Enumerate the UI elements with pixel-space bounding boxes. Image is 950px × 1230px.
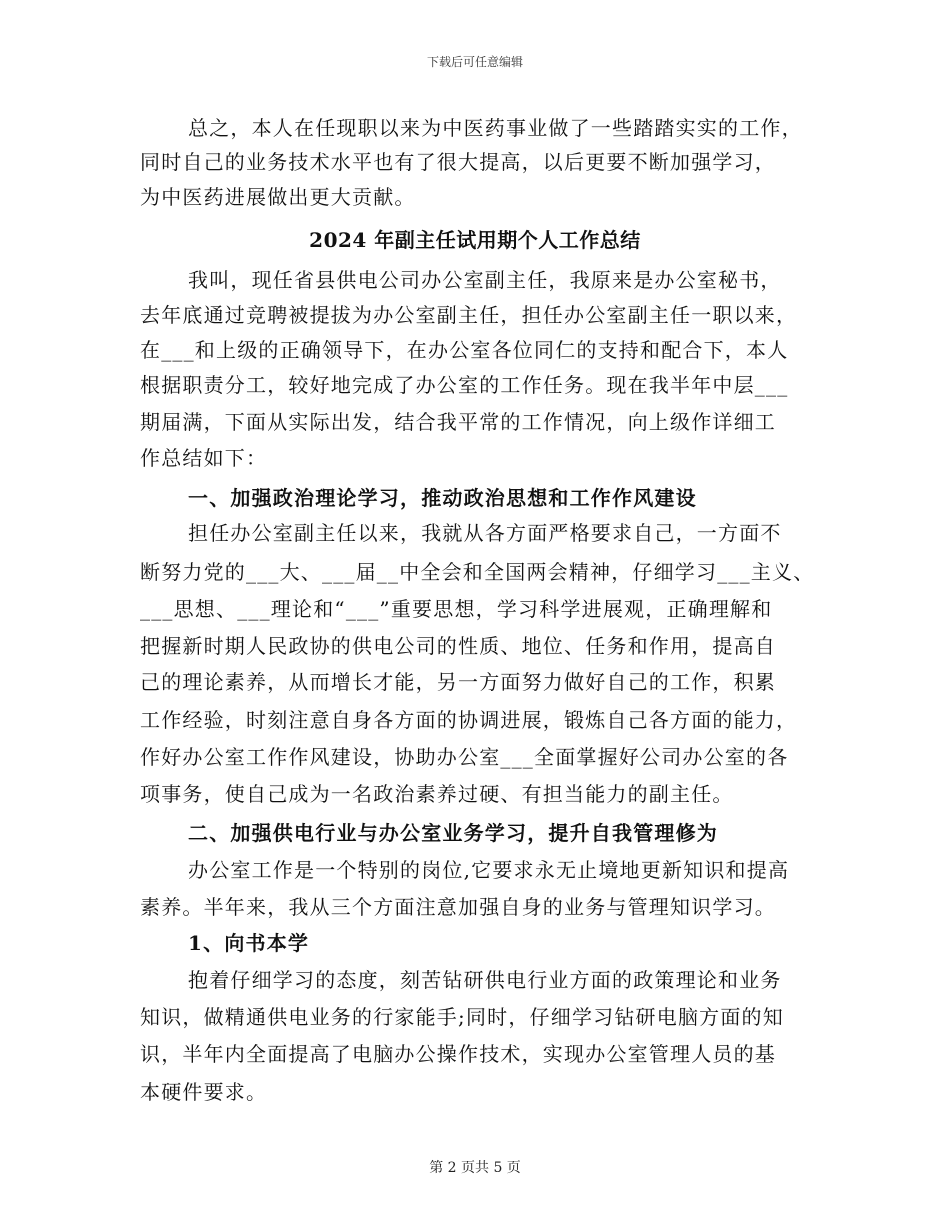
page-header: 下载后可任意编辑 [426, 55, 523, 69]
paragraph-line: 在___和上级的正确领导下，在办公室各位同仁的支持和配合下，本人 [140, 338, 789, 362]
paragraph-line: 己的理论素养，从而增长才能，另一方面努力做好自己的工作，积累 [140, 670, 776, 694]
paragraph-line: 断努力党的___大、___届__中全会和全国两会精神，仔细学习___主义、 [140, 560, 815, 584]
paragraph-line: 作总结如下： [140, 446, 268, 470]
subsection-heading: 1、向书本学 [188, 931, 310, 955]
paragraph-line: 期届满，下面从实际出发，结合我平常的工作情况，向上级作详细工 [140, 410, 776, 434]
paragraph-line: 同时自己的业务技术水平也有了很大提高，以后更要不断加强学习， [140, 150, 776, 174]
paragraph-line: ___思想、___理论和“___”重要思想，学习科学进展观，正确理解和 [140, 597, 773, 621]
paragraph-line: 我叫，现任省县供电公司办公室副主任，我原来是办公室秘书， [188, 268, 782, 292]
paragraph-line: 把握新时期人民政协的供电公司的性质、地位、任务和作用，提高自 [140, 634, 776, 658]
paragraph-line: 项事务，使自己成为一名政治素养过硬、有担当能力的副主任。 [140, 782, 734, 806]
paragraph-line: 根据职责分工，较好地完成了办公室的工作任务。现在我半年中层___ [140, 373, 789, 397]
paragraph-line: 素养。半年来，我从三个方面注意加强自身的业务与管理知识学习。 [140, 895, 776, 919]
paragraph-line: 担任办公室副主任以来，我就从各方面严格要求自己，一方面不 [188, 521, 782, 545]
paragraph-line: 识，半年内全面提高了电脑办公操作技术，实现办公室管理人员的基 [140, 1042, 776, 1066]
section-heading: 一、加强政治理论学习，推动政治思想和工作作风建设 [188, 486, 697, 510]
paragraph-line: 本硬件要求。 [140, 1080, 268, 1104]
paragraph-line: 去年底通过竞聘被提拔为办公室副主任，担任办公室副主任一职以来， [140, 303, 798, 327]
paragraph-line: 工作经验，时刻注意自身各方面的协调进展，锻炼自己各方面的能力， [140, 708, 798, 732]
page-footer: 第 2 页共 5 页 [429, 1160, 521, 1176]
paragraph-line: 抱着仔细学习的态度，刻苦钻研供电行业方面的政策理论和业务 [188, 968, 782, 992]
paragraph-line: 知识，做精通供电业务的行家能手;同时，仔细学习钻研电脑方面的知 [140, 1005, 784, 1029]
paragraph-line: 为中医药进展做出更大贡献。 [140, 185, 416, 209]
section-heading: 二、加强供电行业与办公室业务学习，提升自我管理修为 [188, 821, 718, 845]
document-title: 2024 年副主任试用期个人工作总结 [309, 228, 641, 252]
paragraph-line: 作好办公室工作作风建设，协助办公室___全面掌握好公司办公室的各 [140, 745, 789, 769]
paragraph-line: 办公室工作是一个特别的岗位,它要求永无止境地更新知识和提高 [188, 858, 790, 882]
paragraph-line: 总之，本人在任现职以来为中医药事业做了一些踏踏实实的工作， [188, 116, 803, 140]
